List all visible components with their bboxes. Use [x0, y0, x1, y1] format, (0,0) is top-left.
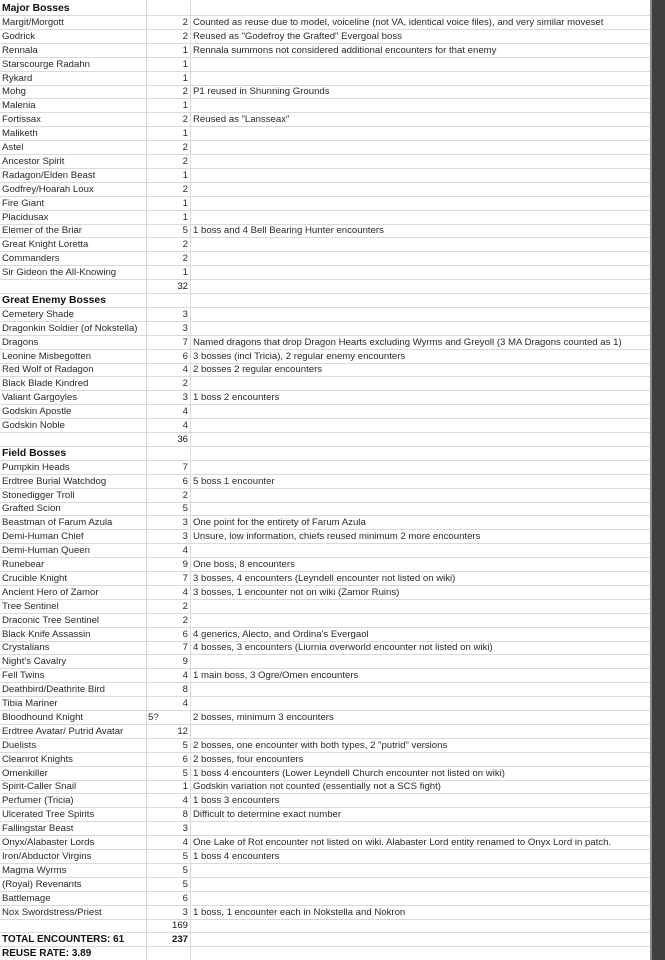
table-row[interactable] [0, 794, 650, 808]
note-cell: 1 boss, 1 encounter each in Nokstella and Nokron [193, 906, 406, 918]
boss-name-cell: Godskin Noble [2, 420, 65, 431]
note-cell: 1 boss 4 encounters [193, 850, 280, 862]
note-cell [193, 252, 650, 266]
encounter-count-cell [150, 711, 188, 725]
note-cell [193, 419, 650, 433]
note-cell: Unsure, low information, chiefs reused minimum 2 more encounters [193, 531, 481, 543]
boss-name-cell: Fire Giant [2, 197, 45, 209]
table-row[interactable] [0, 141, 650, 155]
note-cell: 3 bosses (incl Tricia), 2 regular enemy encounters [193, 350, 406, 362]
encounter-count-cell: 2 [182, 155, 188, 167]
boss-name-cell: Erdtree Avatar/ Putrid Avatar [2, 725, 124, 737]
table-row[interactable] [0, 767, 650, 781]
encounter-count-cell: 1 [182, 100, 188, 112]
encounter-count-cell: 6 [182, 628, 188, 640]
note-cell [193, 308, 650, 322]
boss-name-cell: Black Blade Kindred [2, 378, 89, 390]
encounter-count-cell: 169 [171, 920, 188, 932]
note-cell [193, 377, 650, 391]
table-row[interactable] [0, 85, 650, 99]
table-row[interactable] [0, 850, 650, 864]
encounter-count-cell: 4 [182, 545, 188, 557]
note-cell [193, 544, 650, 558]
note-cell [193, 2, 650, 16]
boss-name-cell: Rennala [2, 44, 38, 56]
boss-name-cell: Black Knife Assassin [2, 628, 91, 640]
note-cell [193, 141, 650, 155]
table-row[interactable] [0, 572, 650, 586]
encounter-count-cell: 8 [182, 809, 188, 821]
encounter-count-cell: 2 [182, 142, 188, 153]
table-row[interactable] [0, 308, 650, 322]
encounter-count-cell: 3 [182, 308, 188, 320]
boss-name-cell: Ancient Hero of Zamor [2, 586, 99, 598]
note-cell [193, 878, 650, 892]
encounter-count-cell: 2 [182, 16, 188, 28]
encounter-count-cell [150, 294, 188, 308]
note-cell: 1 boss 2 encounters [193, 392, 280, 404]
table-row[interactable] [0, 224, 650, 238]
table-row[interactable] [0, 669, 650, 683]
boss-name-cell: Leonine Misbegotten [2, 350, 92, 362]
encounter-count-cell: 2 [182, 86, 188, 98]
note-cell [193, 502, 650, 516]
table-row[interactable] [0, 252, 650, 266]
table-row[interactable] [0, 753, 650, 767]
boss-name-cell: Dragonkin Soldier (of Nokstella) [2, 322, 138, 334]
table-row[interactable] [0, 516, 650, 530]
boss-name-cell: Margit/Morgott [2, 16, 64, 28]
table-row[interactable] [0, 892, 650, 906]
table-row[interactable] [0, 836, 650, 850]
note-cell [193, 697, 650, 711]
subtotal-row[interactable] [0, 919, 650, 933]
table-row[interactable] [0, 266, 650, 280]
encounter-count-cell: 12 [177, 725, 188, 737]
table-row[interactable] [0, 16, 650, 30]
boss-name-cell: Omenkiller [2, 767, 48, 779]
note-cell: Godskin variation not counted (essentially not a SCS fight) [193, 781, 441, 793]
boss-name-cell: (Royal) Revenants [2, 878, 82, 890]
note-cell [193, 655, 650, 669]
boss-name-cell: Dragons [2, 336, 39, 348]
note-cell: 2 bosses, minimum 3 encounters [193, 711, 334, 723]
table-row[interactable] [0, 502, 650, 516]
note-cell [193, 405, 650, 419]
boss-name-cell: Duelists [2, 739, 37, 751]
boss-name-cell [2, 433, 142, 447]
note-cell: 4 bosses, 3 encounters (Liurnia overworld encounter not listed on wiki) [193, 642, 493, 654]
note-cell [193, 447, 650, 461]
boss-name-cell: Stonedigger Troll [2, 489, 75, 501]
boss-name-cell: Iron/Abductor Virgins [2, 850, 92, 862]
table-row[interactable] [0, 127, 650, 141]
encounter-count-cell: 7 [182, 642, 188, 654]
encounter-count-cell: 2 [182, 378, 188, 390]
encounter-count-cell: 3 [182, 906, 188, 918]
boss-name-cell: Magma Wyrms [2, 864, 67, 876]
note-cell: 3 bosses, 4 encounters (Leyndell encounter not listed on wiki) [193, 572, 456, 584]
boss-name-cell: Fortissax [2, 114, 41, 126]
note-cell [193, 614, 650, 628]
encounter-count-cell: 1 [182, 781, 188, 793]
boss-name-cell: Sir Gideon the All-Knowing [2, 267, 117, 279]
encounter-count-cell: 1 [182, 44, 188, 56]
encounter-count-cell: 9 [182, 656, 188, 668]
encounter-count-cell: 2 [182, 30, 188, 42]
encounter-count-cell: 2 [182, 114, 188, 126]
boss-name-cell: Godfrey/Hoarah Loux [2, 183, 94, 195]
note-cell: 1 boss 3 encounters [193, 795, 280, 807]
boss-name-cell: Perfumer (Tricia) [2, 795, 74, 807]
boss-name-cell: Elemer of the Briar [2, 225, 82, 237]
table-row[interactable] [0, 44, 650, 58]
table-row[interactable] [0, 864, 650, 878]
table-row[interactable] [0, 739, 650, 753]
section-header[interactable] [0, 2, 650, 16]
note-cell: Difficult to determine exact number [193, 809, 342, 821]
boss-name-cell: Draconic Tree Sentinel [2, 614, 100, 626]
encounter-count-cell: 237 [171, 934, 188, 946]
boss-name-cell: Demi-Human Queen [2, 545, 90, 557]
encounter-count-cell: 5 [182, 850, 188, 862]
note-cell [193, 822, 650, 836]
table-row[interactable] [0, 655, 650, 669]
note-cell [193, 99, 650, 113]
encounter-count-cell: 32 [177, 281, 188, 292]
note-cell: 3 bosses, 1 encounter not on wiki (Zamor Ruins) [193, 586, 400, 598]
note-cell [193, 127, 650, 141]
window-edge [650, 0, 665, 960]
note-cell [193, 322, 650, 336]
boss-name-cell: Malenia [2, 100, 36, 112]
table-row[interactable] [0, 878, 650, 892]
boss-name-cell: Field Bosses [2, 447, 67, 459]
boss-name-cell: Red Wolf of Radagon [2, 364, 94, 376]
note-cell [193, 280, 650, 294]
boss-name-cell: Godskin Apostle [2, 406, 72, 418]
note-cell: 4 generics, Alecto, and Ordina's Evergaol [193, 628, 369, 640]
boss-name-cell: Onyx/Alabaster Lords [2, 837, 95, 848]
table-row[interactable] [0, 405, 650, 419]
boss-name-cell: Valiant Gargoyles [2, 392, 78, 404]
encounter-count-cell: 1 [182, 211, 188, 223]
table-row[interactable] [0, 697, 650, 711]
note-cell [193, 919, 650, 933]
boss-name-cell: Grafted Scion [2, 503, 61, 515]
boss-name-cell: Crystalians [2, 642, 50, 654]
note-cell [193, 947, 650, 960]
note-cell [193, 266, 650, 280]
table-row[interactable] [0, 197, 650, 211]
encounter-count-cell: 1 [182, 72, 188, 84]
subtotal-row[interactable] [0, 433, 650, 447]
table-row[interactable] [0, 489, 650, 503]
note-cell [193, 294, 650, 308]
note-cell: 2 bosses, one encounter with both types, 2 "putrid" versions [193, 739, 448, 751]
boss-name-cell: Deathbird/Deathrite Bird [2, 684, 105, 696]
note-cell [193, 433, 650, 447]
table-row[interactable] [0, 377, 650, 391]
note-cell [193, 238, 650, 252]
boss-name-cell: Ulcerated Tree Spirits [2, 809, 95, 821]
boss-name-cell: Astel [2, 142, 24, 153]
boss-name-cell: Battlemage [2, 892, 51, 904]
note-cell: One Lake of Rot encounter not listed on wiki. Alabaster Lord entity renamed to Onyx Lord in patch. [193, 837, 612, 848]
encounter-count-cell: 1 [182, 197, 188, 209]
note-cell [193, 725, 650, 739]
encounter-count-cell: 6 [182, 753, 188, 765]
encounter-count-cell: 4 [182, 420, 188, 431]
boss-name-cell: Placidusax [2, 211, 49, 223]
encounter-count-cell: 5 [182, 767, 188, 779]
estimate-mark-cell: 5? [148, 711, 159, 723]
encounter-count-cell [150, 2, 188, 16]
table-row[interactable] [0, 614, 650, 628]
note-cell [193, 892, 650, 906]
table-row[interactable] [0, 391, 650, 405]
table-row[interactable] [0, 641, 650, 655]
encounter-count-cell: 36 [177, 433, 188, 445]
encounter-count-cell: 1 [182, 128, 188, 140]
encounter-count-cell: 7 [182, 336, 188, 348]
table-row[interactable] [0, 822, 650, 836]
boss-name-cell: Crucible Knight [2, 572, 68, 584]
table-row[interactable] [0, 461, 650, 475]
table-row[interactable] [0, 99, 650, 113]
boss-name-cell: Cemetery Shade [2, 308, 74, 320]
table-row[interactable] [0, 30, 650, 44]
total-row[interactable] [0, 947, 650, 960]
encounter-count-cell: 5 [182, 503, 188, 515]
encounter-count-cell: 1 [182, 169, 188, 181]
encounter-count-cell: 4 [182, 406, 188, 418]
encounter-count-cell: 7 [182, 572, 188, 584]
boss-name-cell: Tree Sentinel [2, 600, 59, 612]
encounter-count-cell: 4 [182, 698, 188, 709]
boss-name-cell: Maliketh [2, 128, 38, 140]
encounter-count-cell: 1 [182, 58, 188, 70]
note-cell: One point for the entirety of Farum Azula [193, 517, 366, 529]
note-cell: Rennala summons not considered additional encounters for that enemy [193, 44, 497, 56]
encounter-count-cell: 3 [182, 531, 188, 543]
boss-name-cell: Ancestor Spirit [2, 155, 65, 167]
boss-name-cell: Erdtree Burial Watchdog [2, 475, 107, 487]
encounter-count-cell: 9 [182, 559, 188, 570]
table-row[interactable] [0, 628, 650, 642]
boss-name-cell: Spirit-Caller Snail [2, 781, 77, 793]
encounter-count-cell: 5 [182, 878, 188, 890]
table-row[interactable] [0, 906, 650, 920]
table-row[interactable] [0, 58, 650, 72]
boss-name-cell: Major Bosses [2, 3, 70, 14]
encounter-count-cell: 5 [182, 864, 188, 876]
boss-name-cell: Cleanrot Knights [2, 753, 73, 765]
encounter-count-cell: 2 [182, 614, 188, 626]
boss-name-cell: Godrick [2, 30, 36, 42]
encounter-count-cell: 5 [182, 739, 188, 751]
encounter-count-cell: 2 [182, 183, 188, 195]
note-cell: 1 main boss, 3 Ogre/Omen encounters [193, 670, 359, 682]
boss-name-cell: REUSE RATE: 3.89 [2, 948, 92, 960]
note-cell [193, 72, 650, 86]
encounter-count-cell: 4 [182, 364, 188, 376]
boss-name-cell: Pumpkin Heads [2, 461, 70, 473]
table-row[interactable] [0, 725, 650, 739]
boss-name-cell: Starscourge Radahn [2, 58, 90, 70]
table-row[interactable] [0, 72, 650, 86]
table-row[interactable] [0, 600, 650, 614]
table-row[interactable] [0, 780, 650, 794]
table-row[interactable] [0, 558, 650, 572]
note-cell: Reused as "Lansseax" [193, 114, 290, 126]
boss-name-cell: Great Enemy Bosses [2, 294, 106, 306]
note-cell [193, 600, 650, 614]
boss-name-cell: Fallingstar Beast [2, 823, 74, 835]
encounter-count-cell [150, 447, 188, 461]
encounter-count-cell: 3 [182, 392, 188, 404]
note-cell [193, 489, 650, 503]
table-row[interactable] [0, 113, 650, 127]
encounter-count-cell: 2 [182, 253, 188, 265]
note-cell [193, 683, 650, 697]
encounter-count-cell: 6 [182, 475, 188, 487]
table-row[interactable] [0, 808, 650, 822]
encounter-count-cell: 4 [182, 586, 188, 598]
note-cell [193, 197, 650, 211]
note-cell [193, 211, 650, 225]
table-row[interactable] [0, 363, 650, 377]
section-header[interactable] [0, 447, 650, 461]
note-cell: 2 bosses 2 regular encounters [193, 364, 323, 376]
table-row[interactable] [0, 544, 650, 558]
note-cell: 2 bosses, four encounters [193, 753, 304, 765]
table-row[interactable] [0, 586, 650, 600]
boss-name-cell: Rykard [2, 72, 33, 84]
encounter-count-cell: 6 [182, 892, 188, 904]
encounter-count-cell: 1 [182, 267, 188, 279]
boss-name-cell: Beastman of Farum Azula [2, 517, 113, 529]
boss-name-cell: Great Knight Loretta [2, 239, 89, 251]
note-cell [193, 864, 650, 878]
note-cell: 5 boss 1 encounter [193, 475, 275, 487]
note-cell [193, 933, 650, 947]
note-cell: Counted as reuse due to model, voiceline (not VA, identical voice files), and very similar moveset [193, 16, 604, 28]
encounter-count-cell: 8 [182, 684, 188, 696]
boss-name-cell: Nox Swordstress/Priest [2, 906, 102, 918]
boss-name-cell: Tibia Mariner [2, 698, 58, 709]
encounter-count-cell: 4 [182, 795, 188, 807]
encounter-count-cell: 3 [182, 322, 188, 334]
section-header[interactable] [0, 294, 650, 308]
table-row[interactable] [0, 169, 650, 183]
table-row[interactable] [0, 350, 650, 364]
encounter-count-cell: 4 [182, 670, 188, 682]
encounter-count-cell: 5 [182, 225, 188, 237]
note-cell: Reused as "Godefroy the Grafted" Evergoal boss [193, 30, 402, 42]
table-row[interactable] [0, 183, 650, 197]
boss-name-cell: Radagon/Elden Beast [2, 169, 96, 181]
encounter-count-cell: 2 [182, 239, 188, 251]
boss-name-cell: Bloodhound Knight [2, 711, 84, 723]
boss-name-cell: Runebear [2, 559, 45, 570]
note-cell [193, 58, 650, 72]
note-cell [193, 155, 650, 169]
note-cell [193, 461, 650, 475]
boss-name-cell: Fell Twins [2, 670, 45, 682]
boss-name-cell: Night's Cavalry [2, 656, 67, 668]
table-row[interactable] [0, 419, 650, 433]
boss-name-cell [2, 919, 142, 933]
encounter-count-cell: 7 [182, 461, 188, 473]
note-cell: 1 boss and 4 Bell Bearing Hunter encounters [193, 225, 384, 237]
encounter-count-cell: 4 [182, 837, 188, 848]
note-cell: P1 reused in Shunning Grounds [193, 86, 330, 98]
table-row[interactable] [0, 683, 650, 697]
subtotal-row[interactable] [0, 280, 650, 294]
note-cell [193, 183, 650, 197]
table-row[interactable] [0, 238, 650, 252]
boss-name-cell: Mohg [2, 86, 26, 98]
table-row[interactable] [0, 530, 650, 544]
total-row[interactable] [0, 933, 650, 947]
boss-name-cell: Commanders [2, 253, 60, 265]
encounter-count-cell: 3 [182, 517, 188, 529]
table-row[interactable] [0, 322, 650, 336]
encounter-count-cell: 2 [182, 489, 188, 501]
table-row[interactable] [0, 711, 650, 725]
note-cell: Named dragons that drop Dragon Hearts excluding Wyrms and Greyoll (3 MA Dragons counted as 1) [193, 336, 622, 348]
table-row[interactable] [0, 211, 650, 225]
encounter-count-cell [150, 947, 188, 960]
boss-name-cell [2, 280, 142, 294]
encounter-count-cell: 6 [182, 350, 188, 362]
boss-name-cell: TOTAL ENCOUNTERS: 61 [2, 934, 125, 946]
table-row[interactable] [0, 475, 650, 489]
encounter-count-cell: 2 [182, 600, 188, 612]
note-cell [193, 169, 650, 183]
table-row[interactable] [0, 155, 650, 169]
boss-name-cell: Demi-Human Chief [2, 531, 84, 543]
encounter-count-cell: 3 [182, 823, 188, 835]
note-cell: One boss, 8 encounters [193, 559, 295, 570]
note-cell: 1 boss 4 encounters (Lower Leyndell Church encounter not listed on wiki) [193, 767, 505, 779]
table-row[interactable] [0, 336, 650, 350]
